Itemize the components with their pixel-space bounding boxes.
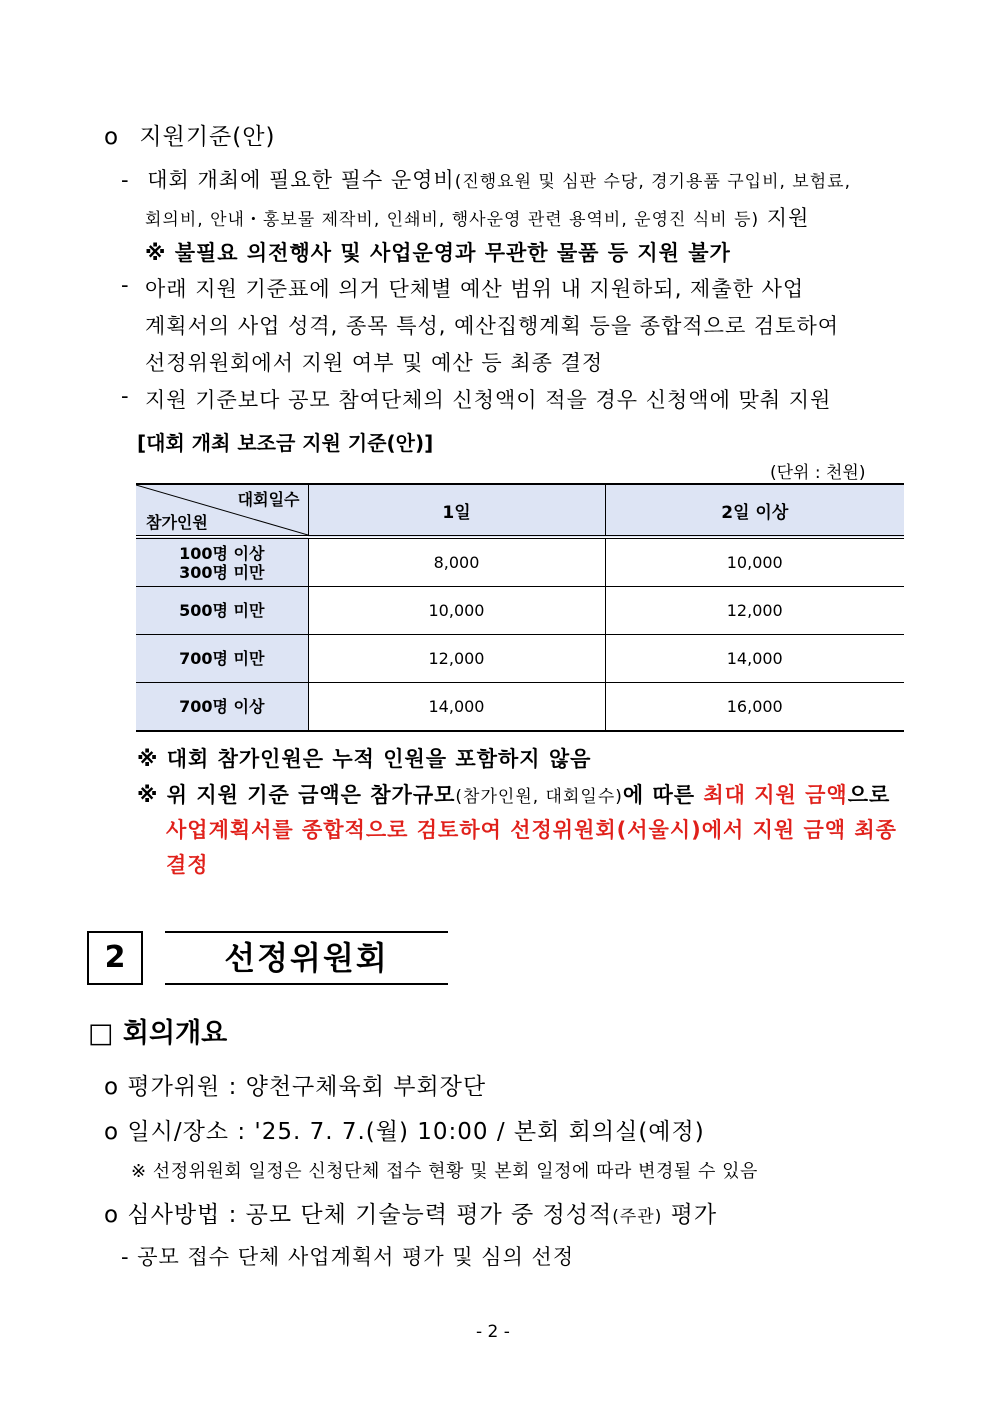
note-cumulative: ※ 대회 참가인원은 누적 인원을 포함하지 않음 bbox=[137, 747, 592, 771]
cell-value: 12,000 bbox=[605, 587, 904, 635]
criteria-item-2-line-1: 아래 지원 기준표에 의거 단체별 예산 범위 내 지원하되, 제출한 사업 bbox=[145, 277, 805, 301]
table-row bbox=[136, 587, 904, 635]
criteria-note-1: ※ 불필요 의전행사 및 사업운영과 무관한 물품 등 지원 불가 bbox=[145, 241, 731, 265]
corner-bottom-label: 참가인원 bbox=[146, 513, 208, 532]
row-label: 500명 미만 bbox=[136, 587, 308, 635]
table-header-row bbox=[136, 484, 904, 537]
criteria-item-2-line-2: 계획서의 사업 성격, 종목 특성, 예산집행계획 등을 종합적으로 검토하여 bbox=[145, 314, 840, 338]
criteria-item-1-line-1: - 대회 개최에 필요한 필수 운영비(진행요원 및 심판 수당, 경기용품 구입비, 보험료, bbox=[121, 168, 851, 192]
support-criteria-table bbox=[136, 483, 904, 732]
cell-value: 16,000 bbox=[605, 683, 904, 732]
cell-value: 12,000 bbox=[308, 635, 605, 683]
table-row bbox=[136, 635, 904, 683]
table-corner-cell bbox=[136, 484, 308, 537]
row-label: 700명 이상 bbox=[136, 683, 308, 732]
row-label: 100명 이상 300명 미만 bbox=[136, 537, 308, 587]
note-max-amount-line-1: ※ 위 지원 기준 금액은 참가규모(참가인원, 대회일수)에 따른 최대 지원 금액으로 bbox=[137, 783, 891, 807]
criteria-item-3-dash: - bbox=[121, 384, 130, 408]
datetime-place-bullet: ο 일시/장소 : '25. 7. 7.(월) 10:00 / 본회 회의실(예정) bbox=[104, 1119, 705, 1145]
note-max-amount-line-3: 결정 bbox=[166, 853, 209, 877]
schedule-note: ※ 선정위원회 일정은 신청단체 접수 현황 및 본회 일정에 따라 변경될 수 있음 bbox=[131, 1161, 758, 1182]
review-method-sub: - 공모 접수 단체 사업계획서 평가 및 심의 선정 bbox=[121, 1245, 575, 1269]
column-header-2days: 2일 이상 bbox=[605, 484, 904, 537]
table-row bbox=[136, 683, 904, 732]
meeting-overview-heading: □ 회의개요 bbox=[88, 1018, 228, 1049]
row-label: 700명 미만 bbox=[136, 635, 308, 683]
cell-value: 14,000 bbox=[308, 683, 605, 732]
corner-top-label: 대회일수 bbox=[237, 490, 300, 509]
review-method-bullet: ο 심사방법 : 공모 단체 기술능력 평가 중 정성적(주관) 평가 bbox=[104, 1202, 718, 1228]
section-number: 2 bbox=[87, 931, 143, 985]
note-max-amount-line-2: 사업계획서를 종합적으로 검토하여 선정위원회(서울시)에서 지원 금액 최종 bbox=[166, 818, 897, 842]
cell-value: 10,000 bbox=[605, 537, 904, 587]
criteria-item-2-dash: - bbox=[121, 273, 130, 297]
criteria-item-2-line-3: 선정위원회에서 지원 여부 및 예산 등 최종 결정 bbox=[145, 351, 604, 375]
table-unit: (단위 : 천원) bbox=[770, 463, 866, 483]
cell-value: 10,000 bbox=[308, 587, 605, 635]
evaluators-bullet: ο 평가위원 : 양천구체육회 부회장단 bbox=[104, 1074, 487, 1100]
criteria-item-1-line-2: 회의비, 안내・홍보물 제작비, 인쇄비, 행사운영 관련 용역비, 운영진 식비 등) 지원 bbox=[145, 206, 810, 230]
page-number: - 2 - bbox=[476, 1322, 510, 1342]
cell-value: 14,000 bbox=[605, 635, 904, 683]
criteria-item-3: 지원 기준보다 공모 참여단체의 신청액이 적을 경우 신청액에 맞춰 지원 bbox=[145, 388, 832, 412]
table-title: [대회 개최 보조금 지원 기준(안)] bbox=[137, 431, 434, 455]
cell-value: 8,000 bbox=[308, 537, 605, 587]
table-row bbox=[136, 537, 904, 587]
column-header-1day: 1일 bbox=[308, 484, 605, 537]
criteria-heading: ο 지원기준(안) bbox=[104, 124, 276, 150]
section-title: 선정위원회 bbox=[165, 931, 448, 985]
